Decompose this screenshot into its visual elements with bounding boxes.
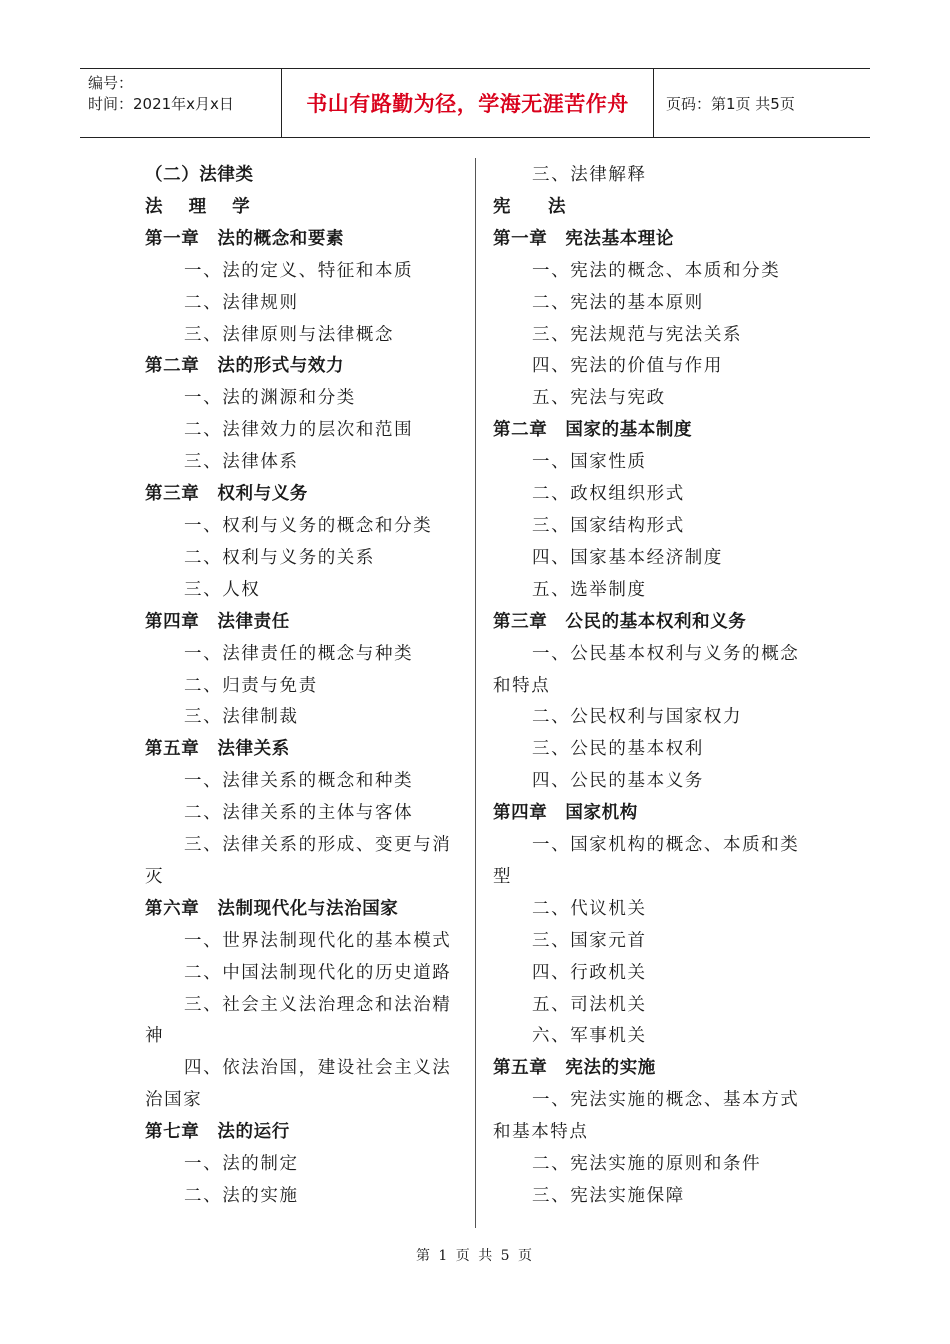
header-meta [80,69,282,137]
section-item: 三、国家元首 [532,930,647,951]
chapter-heading: （二）法律类 [145,165,254,185]
section-item: 四、行政机关 [532,962,647,983]
section-item: 二、政权组织形式 [532,484,685,505]
code-label: 编号： [88,74,134,92]
chapter-heading: 第六章 法制现代化与法治国家 [145,898,399,919]
section-item: 三、社会主义法治理念和法治精 [184,994,452,1015]
section-item: 三、法律原则与法律概念 [184,324,395,345]
chapter-heading: 第二章 法的形式与效力 [145,356,345,377]
section-item: 一、公民基本权利与义务的概念 [532,643,800,664]
section-item: 三、法律体系 [184,452,299,473]
section-item: 一、法律责任的概念与种类 [184,643,414,664]
section-item-continuation: 治国家 [145,1090,203,1111]
chapter-heading: 第七章 法的运行 [145,1122,290,1143]
chapter-heading: 第二章 国家的基本制度 [493,420,693,441]
section-item: 一、权利与义务的概念和分类 [184,515,433,536]
section-item-continuation: 神 [145,1026,165,1047]
section-item: 三、宪法规范与宪法关系 [532,324,743,345]
section-item: 二、法的实施 [184,1186,299,1206]
chapter-heading: 第三章 权利与义务 [145,484,308,505]
chapter-heading: 第五章 法律关系 [145,739,290,760]
section-item: 四、依法治国，建设社会主义法 [184,1058,452,1079]
page-footer: 第 1 页 共 5 页 [415,1248,535,1264]
chapter-heading: 第三章 公民的基本权利和义务 [493,611,747,632]
section-item: 四、国家基本经济制度 [532,547,723,568]
section-item: 四、公民的基本义务 [532,771,704,792]
section-item: 四、宪法的价值与作用 [532,356,723,377]
section-item: 三、人权 [184,579,261,600]
column-divider [475,158,476,1228]
section-item: 三、国家结构形式 [532,515,685,536]
section-item: 三、法律制裁 [184,707,299,728]
section-item: 二、权利与义务的关系 [184,547,375,568]
header-motto: 书山有路勤为径，学海无涯苦作舟 [282,69,654,137]
section-item-continuation: 灭 [145,866,165,887]
section-item-continuation: 和特点 [493,675,551,696]
section-item: 一、宪法实施的概念、基本方式 [532,1090,800,1111]
section-item: 二、公民权利与国家权力 [532,707,743,728]
section-item: 三、法律解释 [532,165,647,185]
section-item: 六、军事机关 [532,1026,647,1047]
section-item-continuation: 型 [493,866,513,887]
header-page-label: 页码：第1页 共5页 [666,94,795,113]
subject-heading: 宪 法 [493,196,576,217]
section-item: 一、国家机构的概念、本质和类 [532,835,800,856]
section-item: 二、法律规则 [184,292,299,313]
section-item: 二、中国法制现代化的历史道路 [184,962,452,983]
section-item: 二、法律关系的主体与客体 [184,803,414,824]
section-item: 二、归责与免责 [184,675,318,696]
chapter-heading: 第四章 国家机构 [493,803,638,824]
chapter-heading: 第四章 法律责任 [145,611,290,632]
section-item: 三、公民的基本权利 [532,739,704,760]
section-item: 一、宪法的概念、本质和分类 [532,260,781,281]
right-column [493,160,805,1213]
subject-heading: 法 理 学 [145,196,260,217]
time-label: 时间：2021年x月x日 [88,95,234,113]
left-column [145,160,455,1213]
section-item: 三、法律关系的形成、变更与消 [184,835,452,856]
section-item: 二、代议机关 [532,898,647,919]
section-item-continuation: 和基本特点 [493,1122,589,1143]
section-item: 五、选举制度 [532,579,647,600]
section-item: 二、法律效力的层次和范围 [184,420,414,441]
section-item: 一、世界法制现代化的基本模式 [184,930,452,951]
section-item: 一、法的制定 [184,1154,299,1175]
chapter-heading: 第一章 法的概念和要素 [145,228,345,249]
chapter-heading: 第五章 宪法的实施 [493,1058,656,1079]
section-item: 二、宪法实施的原则和条件 [532,1154,762,1175]
section-item: 五、司法机关 [532,994,647,1015]
chapter-heading: 第一章 宪法基本理论 [493,228,674,249]
section-item: 一、国家性质 [532,452,647,473]
section-item: 一、法的定义、特征和本质 [184,260,414,281]
section-item: 一、法的渊源和分类 [184,388,356,409]
section-item: 五、宪法与宪政 [532,388,666,409]
section-item: 一、法律关系的概念和种类 [184,771,414,792]
section-item: 二、宪法的基本原则 [532,292,704,313]
page-header [80,68,870,138]
section-item: 三、宪法实施保障 [532,1186,685,1206]
